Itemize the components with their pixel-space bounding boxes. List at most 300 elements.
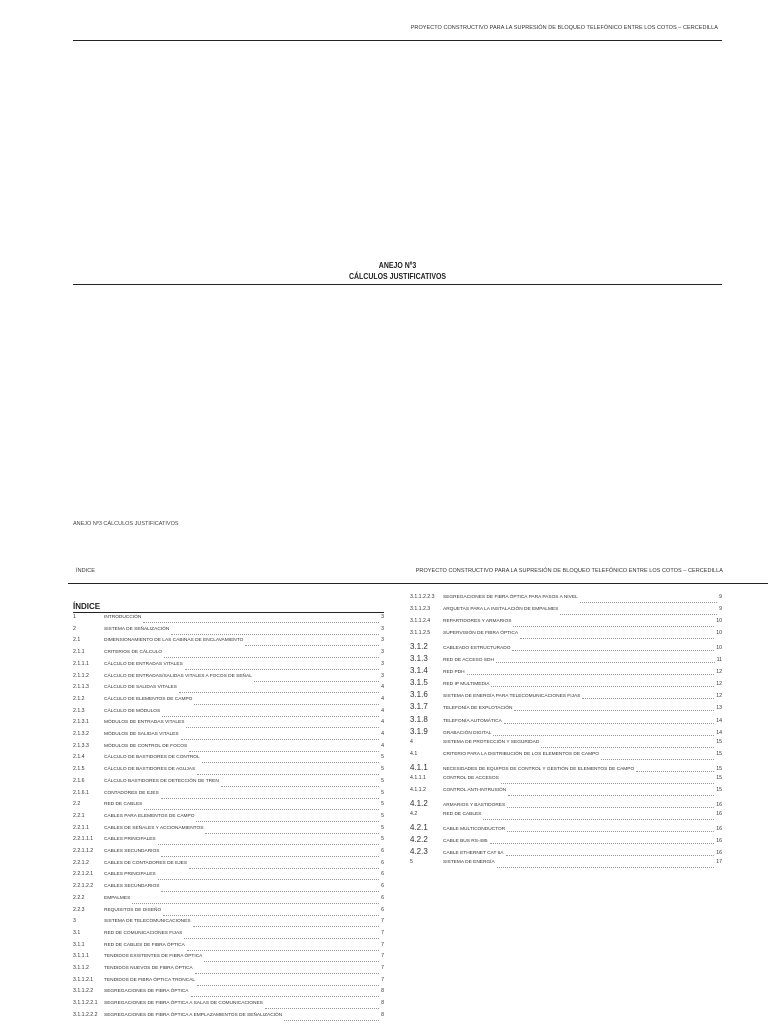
toc-number: 4.1.2 [410,798,428,808]
toc-label: MÓDULOS DE CONTROL DE FOCOS [104,743,188,749]
toc-page-number: 15 [716,774,722,781]
toc-number: 3.1.4 [410,666,428,676]
toc-number: 2.1.1 [73,649,85,656]
toc-page-number: 7 [381,965,384,971]
toc-label: REPARTIDORES Y ARMARIOS [443,619,512,625]
toc-row[interactable] [410,654,722,664]
toc-label: CRITERIO PARA LA DISTRIBUCIÓN DE LOS ELEMENTOS DE CAMPO [443,751,600,757]
toc-leader-dots [191,996,380,997]
toc-number: 2.1 [73,637,81,644]
toc-page-number: 7 [381,929,384,936]
toc-label: CÁLCULO DE MÓDULOS [104,708,161,714]
toc-row[interactable] [73,942,384,952]
toc-leader-dots [284,1020,379,1021]
toc-number: 2.1.1.1 [73,660,89,667]
toc-page-number: 4 [381,707,384,714]
toc-page-number: 10 [716,645,722,652]
toc-number: 3.1.5 [410,678,428,688]
toc-page-number: 11 [716,657,722,664]
toc-number: 4.2.1 [410,822,428,832]
toc-label: RED DE CABLES DE FIBRA ÓPTICA [104,942,185,948]
toc-row[interactable] [410,606,722,616]
toc-label: CONTADORES DE EJES [104,790,159,796]
toc-number: 3.1.3 [410,654,428,664]
toc-row[interactable] [73,883,384,893]
toc-row[interactable] [73,813,384,823]
toc-number: 4.1.1 [410,762,428,772]
toc-leader-dots [265,1008,379,1009]
toc-leader-dots [161,856,379,857]
toc-leader-dots [164,657,379,658]
toc-row[interactable] [410,847,722,857]
toc-page-number: 3 [381,672,384,679]
toc-label: CONTROL DE ACCESOS [443,775,499,781]
toc-row[interactable] [73,895,384,905]
toc-page-number: 16 [716,838,722,844]
toc-leader-dots [158,844,379,845]
toc-leader-dots [163,915,379,916]
toc-leader-dots [601,759,714,760]
toc-page-number: 5 [381,801,384,808]
toc-number: 3.1.7 [410,702,428,712]
toc-leader-dots [195,973,379,974]
toc-page-number: 6 [381,906,384,913]
toc-leader-dots [189,868,379,869]
toc-page-number: 3 [381,625,384,632]
toc-label: CABLES PRINCIPALES [104,837,156,843]
toc-label: CABLE ETHERNET CAT 6A [443,851,504,857]
toc-page-number: 5 [381,812,384,819]
toc-row[interactable] [410,811,722,821]
toc-page-number: 16 [716,850,722,857]
toc-label: TENDIDOS EXISTENTES DE FIBRA ÓPTICA [104,954,203,960]
toc-page-number: 8 [381,988,384,995]
toc-page-number: 15 [716,786,722,793]
toc-row[interactable] [73,977,384,987]
toc-label: SISTEMA DE ENERGÍA [443,860,495,866]
toc-number: 2.2.1.2 [73,859,89,866]
toc-leader-dots [181,739,380,740]
toc-page-number: 5 [381,766,384,773]
toc-label: NECESIDADES DE EQUIPOS DE CONTROL Y GESTIÓN DE ELEMENTOS DE CAMPO [443,766,635,772]
toc-label: SISTEMA DE ENERGÍA PARA TELECOMUNICACIONES FIJAS [443,694,581,700]
toc-page-number: 3 [381,660,384,667]
toc-row[interactable] [73,825,384,835]
toc-leader-dots [196,821,379,822]
toc-number: 4.1.1.1 [410,774,426,781]
toc-row[interactable] [410,702,722,712]
toc-number: 2.1.4 [73,754,85,761]
toc-row[interactable] [73,848,384,858]
toc-number: 3.1.1.1 [73,953,89,960]
toc-page-number: 4 [381,695,384,702]
toc-leader-dots [490,843,715,844]
toc-label: SEGREGACIONES DE FIBRA ÓPTICA [104,989,189,995]
toc-leader-dots [541,747,714,748]
toc-number: 2.2.1.1 [73,824,89,831]
toc-leader-dots [514,710,714,711]
toc-number: 3.1.1.2.2.2 [73,1011,98,1018]
toc-row[interactable] [410,727,722,737]
toc-number: 3.1.8 [410,714,428,724]
toc-label: CÁLCULO DE ENTRADAS VITALES [104,661,183,667]
cover-title-line1: ANEJO Nº3 [378,260,417,270]
toc-number: 2.2.1.1.2 [73,848,94,854]
toc-page-number: 10 [716,630,722,637]
toc-leader-dots [467,674,715,675]
toc-leader-dots [202,762,379,763]
toc-leader-dots [507,807,714,808]
toc-row[interactable] [73,661,384,671]
toc-label: SISTEMA DE TELECOMUNICACIONES [104,919,191,925]
toc-label: SISTEMA DE SEÑALIZACIÓN [104,626,170,632]
toc-number: 3.1.2 [410,642,428,652]
toc-leader-dots [185,669,379,670]
toc-number: 3.1.1.2.2.3 [410,594,435,600]
toc-leader-dots [496,662,715,663]
toc-leader-dots [187,950,379,951]
toc-row[interactable] [410,787,722,797]
toc-row[interactable] [73,1012,384,1022]
toc-page-number: 17 [716,859,722,866]
toc-row[interactable] [410,642,722,652]
toc-number: 3.1.1.2.3 [410,606,431,613]
toc-leader-dots [493,735,714,736]
toc-label: SEGREGACIONES DE FIBRA ÓPTICA A SALAS DE COMUNICACIONES [104,1001,263,1007]
toc-label: CABLES DE CONTADORES DE EJES [104,860,188,866]
page2-left-header: ÍNDICE [76,568,95,574]
toc-page-number: 14 [716,717,722,724]
cover-title-line2: CÁLCULOS JUSTIFICATIVOS [348,271,447,281]
toc-row[interactable] [410,799,722,809]
toc-number: 2.1.3 [73,707,85,714]
toc-number: 3.1.1.2.2 [73,988,94,995]
toc-label: CABLES PARA ELEMENTOS DE CAMPO [104,813,195,819]
toc-number: 1 [73,614,76,620]
toc-page-number: 3 [381,649,384,656]
toc-label: RED DE ACCESO SDH [443,658,494,664]
index-title-rule [73,612,384,613]
toc-label: REQUISITOS DE DISEÑO [104,907,162,913]
toc-leader-dots [161,798,379,799]
toc-row[interactable] [73,696,384,706]
toc-number: 2.1.5 [73,766,85,773]
toc-number: 3.1.9 [410,726,428,736]
toc-row[interactable] [73,637,384,647]
toc-leader-dots [501,783,714,784]
toc-label: TELEFONÍA AUTOMÁTICA [443,718,502,724]
toc-number: 2.2.3 [73,906,85,913]
toc-leader-dots [197,774,379,775]
toc-number: 2.1.6.1 [73,789,89,796]
toc-page-number: 6 [381,859,384,866]
toc-row[interactable] [410,618,722,628]
toc-leader-dots [221,786,379,787]
toc-number: 4.2.2 [410,835,428,844]
toc-number: 2.2.1.2.2 [73,883,94,890]
toc-row[interactable] [73,754,384,764]
toc-leader-dots [507,831,714,832]
toc-label: RED DE COMUNICACIONES FIJAS [104,930,183,936]
toc-label: SEGREGACIONES DE FIBRA ÓPTICA A EMPLAZAMIENTOS DE SEÑALIZACIÓN [104,1012,283,1018]
toc-leader-dots [144,809,379,810]
toc-leader-dots [143,622,379,623]
toc-label: EMPALMES [104,895,131,901]
toc-label: CABLE BUS RS-485 [443,839,488,844]
toc-number: 3.1.1.2.5 [410,630,431,637]
page2-header-rule [68,583,768,584]
toc-number: 3 [73,918,76,925]
toc-label: CÁLCULO DE BASTIDORES DE AGUJAS [104,767,196,773]
toc-page-number: 6 [381,871,384,878]
toc-row[interactable] [410,739,722,749]
toc-leader-dots [197,985,379,986]
toc-page-number: 15 [716,765,722,772]
toc-leader-dots [204,961,379,962]
toc-label: CABLEADO ESTRUCTURADO [443,646,511,652]
toc-number: 2.1.3.3 [73,742,89,749]
toc-label: CONTROL ANTI-INTRUSIÓN [443,787,507,793]
toc-label: CÁLCULO DE SALIDAS VITALES [104,685,177,691]
toc-row[interactable] [73,1000,384,1010]
toc-leader-dots [158,879,379,880]
toc-leader-dots [506,855,715,856]
page-header-title: PROYECTO CONSTRUCTIVO PARA LA SUPRESIÓN DE BLOQUEO TELEFÓNICO ENTRE LOS COTOS – CERCEDILLA [410,25,718,31]
toc-row[interactable] [73,743,384,753]
toc-page-number: 8 [381,1000,384,1007]
toc-page-number: 6 [381,894,384,901]
toc-page-number: 13 [716,705,722,712]
toc-page-number: 15 [716,750,722,757]
toc-label: CABLES SECUNDARIOS [104,884,160,890]
toc-label: RED DE CABLES [443,811,482,817]
toc-row[interactable] [73,918,384,928]
toc-row[interactable] [73,988,384,998]
toc-label: TENDIDOS NUEVOS DE FIBRA ÓPTICA [104,966,193,971]
toc-row[interactable] [73,790,384,800]
toc-leader-dots [504,723,714,724]
toc-leader-dots [184,938,379,939]
toc-label: MÓDULOS DE ENTRADAS VITALES [104,720,185,726]
toc-label: ARQUETAS PARA LA INSTALACIÓN DE EMPALMES [443,607,559,613]
cover-title-rule [73,284,722,285]
toc-page-number: 4 [381,719,384,726]
toc-label: RED DE CABLES [104,802,143,808]
toc-row[interactable] [73,708,384,718]
toc-row[interactable] [410,823,722,833]
toc-label: CÁLCULO DE ELEMENTOS DE CAMPO [104,696,193,702]
toc-row[interactable] [73,719,384,729]
toc-number: 2.1.6 [73,777,85,784]
toc-page-number: 12 [716,669,722,676]
toc-label: SEGREGACIONES DE FIBRA ÓPTICA PARA PASOS A NIVEL [443,595,578,600]
page2-right-header: PROYECTO CONSTRUCTIVO PARA LA SUPRESIÓN DE BLOQUEO TELEFÓNICO ENTRE LOS COTOS – CERCEDILLA [415,568,723,574]
toc-page-number: 8 [381,1011,384,1018]
toc-row[interactable] [73,836,384,846]
toc-leader-dots [193,926,380,927]
toc-row[interactable] [410,859,722,869]
toc-leader-dots [483,819,714,820]
toc-label: INTRODUCCIÓN [104,615,142,620]
toc-row[interactable] [410,678,722,688]
toc-number: 2.1.1.2 [73,672,89,679]
toc-page-number: 5 [381,824,384,831]
toc-label: CABLES DE SEÑALES Y ACCIONAMIENTOS [104,825,204,831]
toc-leader-dots [132,903,379,904]
toc-label: SUPERVISIÓN DE FIBRA ÓPTICA [443,631,519,637]
toc-label: ARMARIOS Y BASTIDORES [443,802,506,808]
toc-page-number: 3 [381,614,384,620]
toc-leader-dots [582,698,714,699]
toc-number: 2.1.3.2 [73,731,89,737]
page-footer: ANEJO Nº3 CÁLCULOS JUSTIFICATIVOS [73,521,179,527]
toc-row[interactable] [73,649,384,659]
toc-number: 3.1.1.2.2.1 [73,1000,98,1007]
toc-label: CABLES PRINCIPALES [104,872,156,878]
toc-label: CRITERIOS DE CÁLCULO [104,650,163,656]
toc-leader-dots [497,867,715,868]
toc-leader-dots [513,626,714,627]
toc-page-number: 16 [716,825,722,832]
toc-label: CÁLCULO BASTIDORES DE DETECCIÓN DE TREN [104,778,219,784]
toc-row[interactable] [410,835,722,845]
toc-page-number: 4 [381,684,384,691]
toc-page-number: 10 [716,618,722,625]
toc-row[interactable] [73,614,384,624]
toc-page-number: 16 [716,810,722,817]
toc-row[interactable] [73,930,384,940]
toc-row[interactable] [410,751,722,761]
toc-leader-dots [254,681,379,682]
toc-number: 4.2.3 [410,847,428,857]
toc-row[interactable] [410,666,722,676]
toc-number: 2.2.2 [73,894,85,901]
toc-page-number: 15 [716,738,722,745]
toc-row[interactable] [410,775,722,785]
toc-row[interactable] [73,731,384,741]
toc-number: 4 [410,738,413,745]
toc-page-number: 7 [381,976,384,983]
toc-label: CÁLCULO DE BASTIDORES DE CONTROL [104,755,200,761]
toc-number: 3.1.1 [73,941,85,948]
toc-page-number: 14 [716,729,722,736]
toc-page-number: 6 [381,848,384,854]
toc-number: 4.1 [410,750,418,757]
toc-row[interactable] [410,690,722,700]
toc-leader-dots [580,602,717,603]
toc-number: 2.1.2 [73,695,85,702]
toc-number: 4.2 [410,810,418,817]
toc-number: 3.1.6 [410,690,428,700]
toc-page-number: 4 [381,731,384,737]
toc-row[interactable] [73,673,384,683]
toc-leader-dots [560,614,717,615]
toc-row[interactable] [73,860,384,870]
toc-number: 2.2 [73,801,81,808]
toc-leader-dots [194,704,379,705]
toc-page-number: 12 [716,693,722,700]
toc-leader-dots [179,692,379,693]
toc-row[interactable] [73,778,384,788]
toc-leader-dots [189,751,379,752]
toc-row[interactable] [410,715,722,725]
toc-label: CABLE MULTICONDUCTOR [443,826,506,832]
toc-leader-dots [186,727,379,728]
toc-leader-dots [508,795,714,796]
toc-label: DIMENSIONAMIENTO DE LAS CABINAS DE ENCLAVAMIENTO [104,638,244,644]
toc-label: CÁLCULO DE ENTRADAS/SALIDAS VITALES A FOCOS DE SEÑAL [104,673,252,679]
toc-leader-dots [171,634,379,635]
toc-page-number: 7 [381,941,384,948]
toc-label: RED PDH [443,670,465,676]
toc-row[interactable] [73,907,384,917]
toc-label: RED IP MULTIMEDIA [443,682,490,688]
toc-number: 2.2.1.1.1 [73,836,94,843]
index-title: ÍNDICE [73,602,101,611]
toc-row[interactable] [410,594,722,604]
toc-leader-dots [245,645,379,646]
toc-number: 2.1.3.1 [73,719,89,726]
toc-leader-dots [512,650,714,651]
toc-number: 2 [73,625,76,632]
header-rule [73,40,722,41]
toc-row[interactable] [410,763,722,773]
toc-leader-dots [161,891,379,892]
toc-number: 3.1 [73,929,81,936]
toc-row[interactable] [73,626,384,636]
toc-row[interactable] [73,953,384,963]
toc-row[interactable] [73,766,384,776]
toc-page-number: 4 [381,742,384,749]
toc-leader-dots [205,833,379,834]
toc-row[interactable] [410,630,722,640]
toc-page-number: 16 [716,801,722,808]
toc-label: TENDIDOS DE FIBRA ÓPTICA TRONCAL [104,977,196,983]
toc-number: 3.1.1.2.4 [410,618,431,625]
toc-page-number: 9 [719,594,722,600]
toc-label: SISTEMA DE PROTECCIÓN Y SEGURIDAD [443,739,540,745]
toc-row[interactable] [73,684,384,694]
toc-row[interactable] [73,965,384,975]
toc-number: 2.1.1.3 [73,684,89,691]
toc-leader-dots [491,686,714,687]
toc-number: 4.1.1.2 [410,786,426,793]
toc-page-number: 7 [381,953,384,960]
toc-page-number: 5 [381,754,384,761]
toc-page-number: 5 [381,836,384,843]
toc-leader-dots [636,771,714,772]
toc-number: 2.2.1.2.1 [73,871,94,878]
toc-row[interactable] [73,871,384,881]
toc-number: 2.2.1 [73,812,85,819]
toc-page-number: 5 [381,777,384,784]
toc-leader-dots [520,638,714,639]
toc-leader-dots [162,716,379,717]
toc-page-number: 3 [381,637,384,644]
toc-page-number: 5 [381,789,384,796]
toc-page-number: 6 [381,883,384,890]
toc-page-number: 9 [719,606,722,613]
toc-number: 5 [410,859,413,866]
toc-page-number: 7 [381,918,384,925]
toc-page-number: 12 [716,681,722,688]
toc-number: 3.1.1.2.1 [73,976,94,983]
toc-label: GRABACIÓN DIGITAL [443,730,492,736]
toc-label: MÓDULOS DE SALIDAS VITALES [104,732,179,737]
toc-label: CABLES SECUNDARIOS [104,849,160,854]
toc-row[interactable] [73,801,384,811]
toc-label: TELEFONÍA DE EXPLOTACIÓN [443,706,513,712]
